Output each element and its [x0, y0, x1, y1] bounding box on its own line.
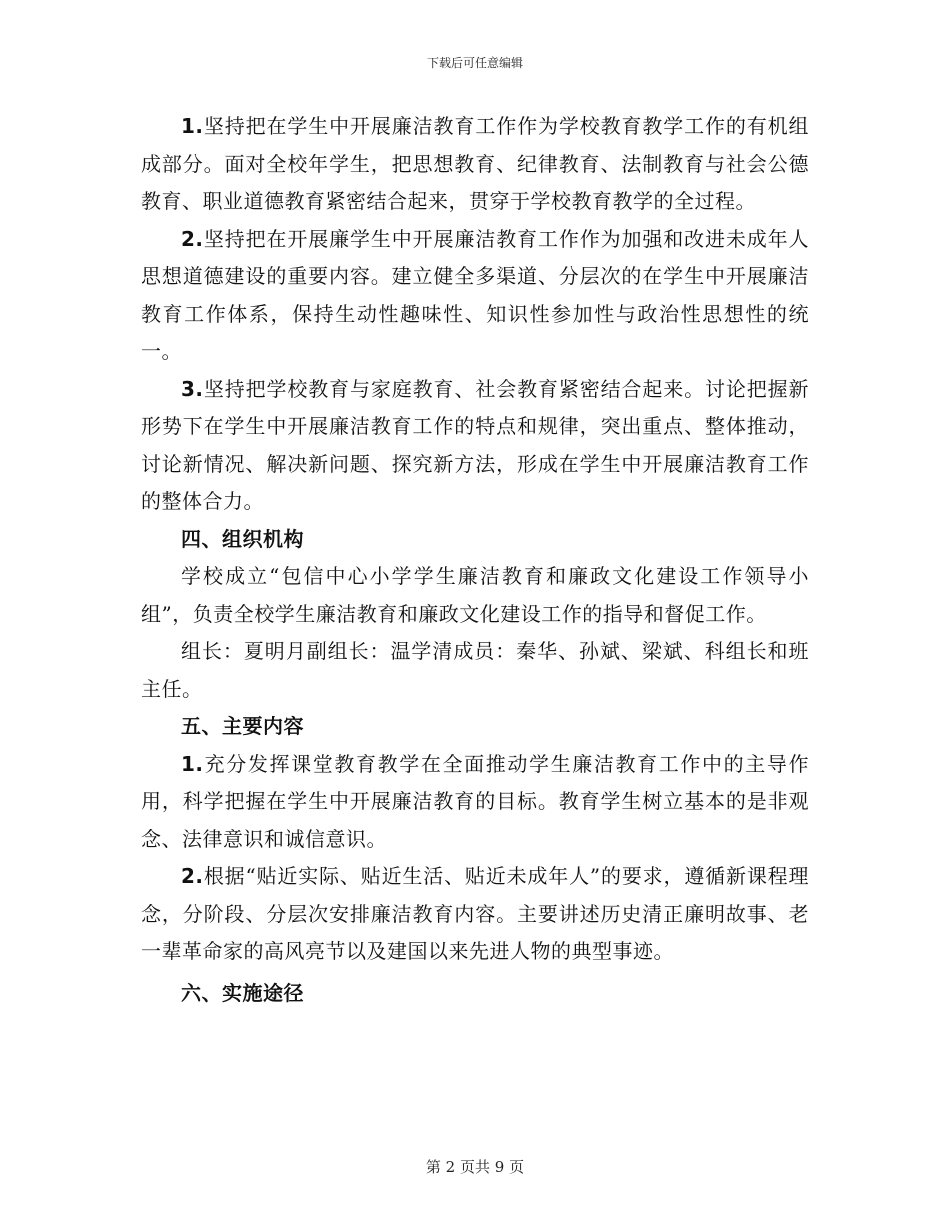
item-number: 2.	[181, 864, 204, 888]
section-heading-implementation: 六、实施途径	[181, 980, 304, 1005]
page-footer: 第 2 页共 9 页	[425, 1158, 525, 1176]
paragraph-text: 充分发挥课堂教育教学在全面推动学生廉洁教育工作中的主导作用，科学把握在学生中开展廉洁教育的目标。教育学生树立基本的是非观念、法律意识和诚信意识。	[141, 751, 809, 851]
paragraph-1	[141, 108, 809, 221]
paragraph-3	[141, 371, 809, 521]
paragraph-text: 根据“贴近实际、贴近生活、贴近未成年人”的要求，遵循新课程理念，分阶段、分层次安排廉洁教育内容。主要讲述历史清正廉明故事、老一辈革命家的高风亮节以及建国以来先进人物的典型事迹。	[141, 864, 809, 963]
item-number: 2.	[181, 226, 204, 251]
item-number: 1.	[181, 751, 204, 776]
item-number: 1.	[181, 114, 204, 138]
paragraph-content-1	[141, 746, 809, 859]
item-number: 3.	[181, 376, 204, 401]
paragraph-organization: 学校成立“包信中心小学学生廉洁教育和廉政文化建设工作领导小组”，负责全校学生廉洁教育和廉政文化建设工作的指导和督促工作。	[141, 564, 809, 626]
paragraph-content-2	[141, 858, 809, 971]
paragraph-members: 组长：夏明月副组长：温学清成员：秦华、孙斌、梁斌、科组长和班主任。	[141, 639, 809, 701]
paragraph-text: 坚持把在学生中开展廉洁教育工作作为学校教育教学工作的有机组成部分。面对全校年学生，把思想教育、纪律教育、法制教育与社会公德教育、职业道德教育紧密结合起来，贯穿于学校教育教学的全过程。	[141, 114, 809, 213]
document-body	[141, 108, 809, 1012]
section-heading-content: 五、主要内容	[181, 714, 304, 738]
paragraph-text: 坚持把在开展廉学生中开展廉洁教育工作作为加强和改进未成年人思想道德建设的重要内容。建立健全多渠道、分层次的在学生中开展廉洁教育工作体系，保持生动性趣味性、知识性参加性与政治性思想性的统一。	[141, 226, 809, 363]
header-note: 下载后可任意编辑	[426, 56, 523, 70]
paragraph-text: 坚持把学校教育与家庭教育、社会教育紧密结合起来。讨论把握新形势下在学生中开展廉洁教育工作的特点和规律，突出重点、整体推动，讨论新情况、解决新问题、探究新方法，形成在学生中开展廉洁教育工作的整体合力。	[141, 376, 809, 513]
paragraph-2	[141, 221, 809, 371]
section-heading-organization: 四、组织机构	[181, 526, 304, 551]
